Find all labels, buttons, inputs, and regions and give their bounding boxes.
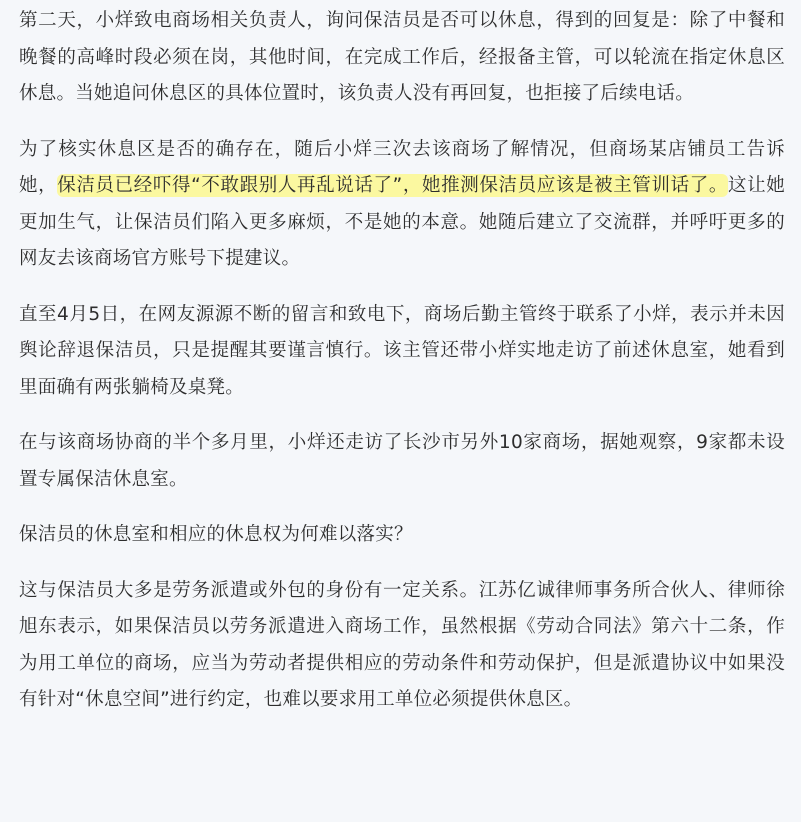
paragraph-lawyer: 这与保洁员大多是劳务派遣或外包的身份有一定关系。江苏亿诚律师事务所合伙人、律师徐旭东表示，如果保洁员以劳务派遣进入商场工作，虽然根据《劳动合同法》第六十二条，作为用工单位的商场，应当为劳动者提供相应的劳动条件和劳动保护，但是派遣协议中如果没有针对“休息空间”进行约定，也难以要求用工单位必须提供休息区。: [19, 579, 785, 710]
paragraph-survey: 在与该商场协商的半个多月里，小烊还走访了长沙市另外10家商场，据她观察，9家都未设置专属保洁休息室。: [19, 432, 785, 490]
paragraph-gap: [19, 554, 785, 573]
paragraph-phone-call: 第二天，小烊致电商场相关负责人，询问保洁员是否可以休息，得到的回复是：除了中餐和晚餐的高峰时段必须在岗，其他时间，在完成工作后，经报备主管，可以轮流在指定休息区休息。当她追问休息区的具体位置时，该负责人没有再回复，也拒接了后续电话。: [19, 10, 785, 104]
paragraph-gap: [19, 113, 785, 132]
paragraph-gap: [19, 406, 785, 425]
paragraph-gap: [19, 498, 785, 517]
paragraph-question: 保洁员的休息室和相应的休息权为何难以落实？: [19, 524, 413, 545]
paragraph-april-fifth: 直至4月5日，在网友源源不断的留言和致电下，商场后勤主管终于联系了小烊，表示并未因舆论辞退保洁员，只是提醒其要谨言慎行。该主管还带小烊实地走访了前述休息室，她看到里面确有两张躺椅及桌凳。: [19, 303, 785, 398]
highlighted-quote: 保洁员已经吓得“不敢跟别人再乱说话了”，她推测保洁员应该是被主管训话了。: [57, 175, 728, 196]
paragraph-text-after: 这让她更加生气，让保洁员们陷入更多麻烦，不是她的本意。她随后建立了交流群，并呼吁更多的网友去该商场官方账号下提建议。: [19, 175, 785, 269]
paragraph-text-before: 为了核实休息区是否的确存在，随后小烊三次去该商场了解情况，但商场某店铺员工告诉她，: [19, 138, 785, 196]
paragraph-gap: [19, 278, 785, 297]
paragraph-verification: [19, 132, 785, 278]
